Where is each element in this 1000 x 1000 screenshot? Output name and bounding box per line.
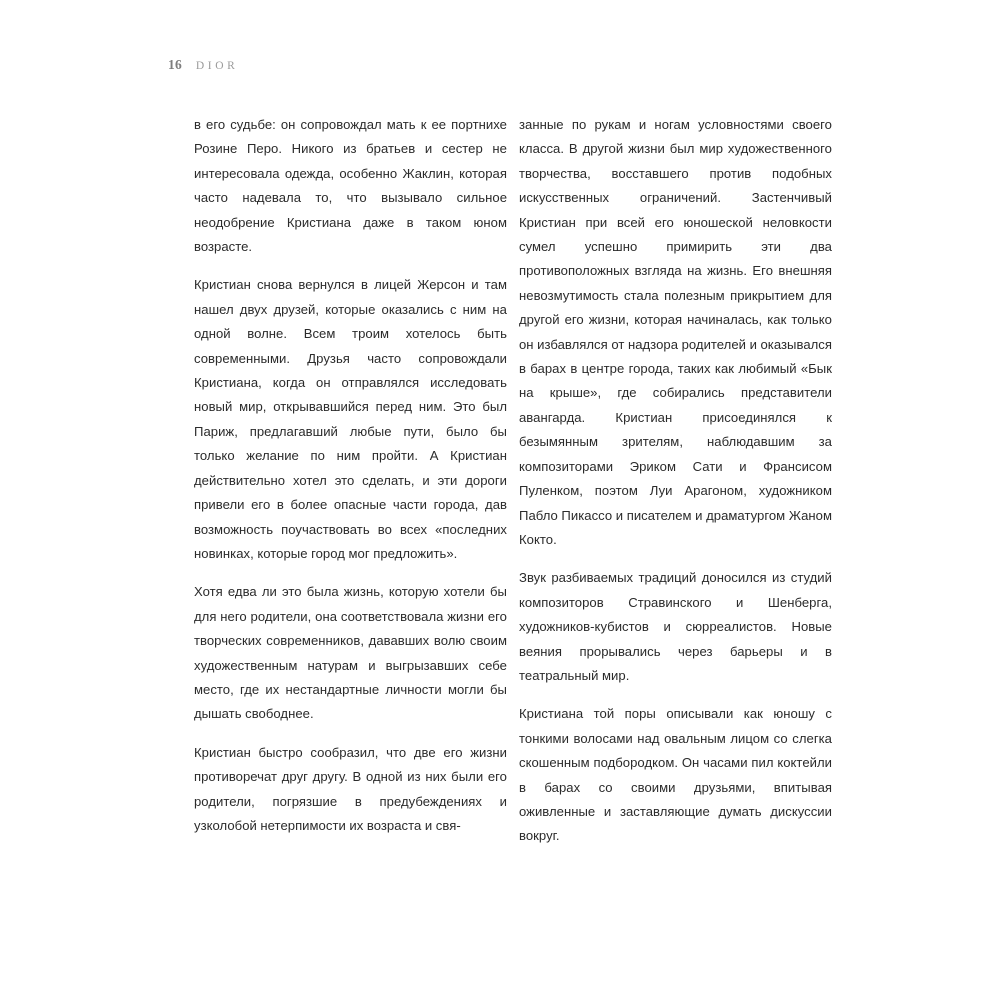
paragraph: Кристиан снова вернулся в лицей Жерсон и там нашел двух друзей, которые оказались с ним на одной волне. Всем троим хотелось быть современными. Друзья часто сопровождали Кристиана, когда он отправлялся исследовать новый мир, открывавшийся перед ним. Это был Париж, предлагавший любые пути, было бы только желание по ним пройти. А Кристиан действительно хотел это сделать, и эти дороги привели его в более опасные части города, дав возможность поучаствовать во всех «последних новинках, которые город мог предложить». bbox=[194, 277, 507, 561]
body-columns bbox=[194, 113, 832, 849]
running-head bbox=[168, 57, 238, 73]
paragraph: в его судьбе: он сопровождал мать к ее портнихе Розине Перо. Никого из братьев и сестер не интересовала одежда, особенно Жаклин, которая часто надевала то, что вызывало сильное неодобрение Кристиана даже в таком юном возрасте. bbox=[194, 117, 507, 255]
paragraph: Кристиан быстро сообразил, что две его жизни противоречат друг другу. В одной из них были его родители, погрязшие в предубеждениях и узколобой нетерпимости их возраста и свя- bbox=[194, 744, 507, 833]
page-number: 16 bbox=[168, 57, 182, 72]
paragraph: занные по рукам и ногам условностями своего класса. В другой жизни был мир художественного творчества, восставшего против подобных искусственных ограничений. Застенчивый Кристиан при всей его юношеской неловкости сумел успешно примирить эти два противоположных взгляда на жизнь. Его внешняя невозмутимость стала полезным прикрытием для другой его жизни, которая начиналась, как только он избавлялся от надзора родителей и оказывался в барах в центре города, таких как любимый «Бык на крыше», где собирались представители авангарда. Кристиан присоединялся к безымянным зрителям, наблюдавшим за композиторами Эриком Сати и Франсисом Пуленком, поэтом Луи Арагоном, художником Пабло Пикассо и писателем и драматургом Жаном Кокто. bbox=[519, 117, 833, 547]
book-title: DIOR bbox=[195, 60, 239, 72]
paragraph: Звук разбиваемых традиций доносился из студий композиторов Стравинского и Шенберга, художников-кубистов и сюрреалистов. Новые веяния прорывались через барьеры и в театральный мир. bbox=[519, 570, 832, 683]
text-column-left bbox=[194, 113, 507, 849]
paragraph: Хотя едва ли это была жизнь, которую хотели бы для него родители, она соответствовала жизни его творческих современников, дававших волю своим художественным натурам и выгрызавших себе место, где их нестандартные личности могли бы дышать свободнее. bbox=[194, 584, 507, 722]
paragraph: Кристиана той поры описывали как юношу с тонкими волосами над овальным лицом со слегка скошенным подбородком. Он часами пил коктейли в барах со своими друзьями, впитывая оживленные и заставляющие думать дискуссии вокруг. bbox=[519, 706, 832, 844]
text-column-right bbox=[519, 113, 832, 849]
